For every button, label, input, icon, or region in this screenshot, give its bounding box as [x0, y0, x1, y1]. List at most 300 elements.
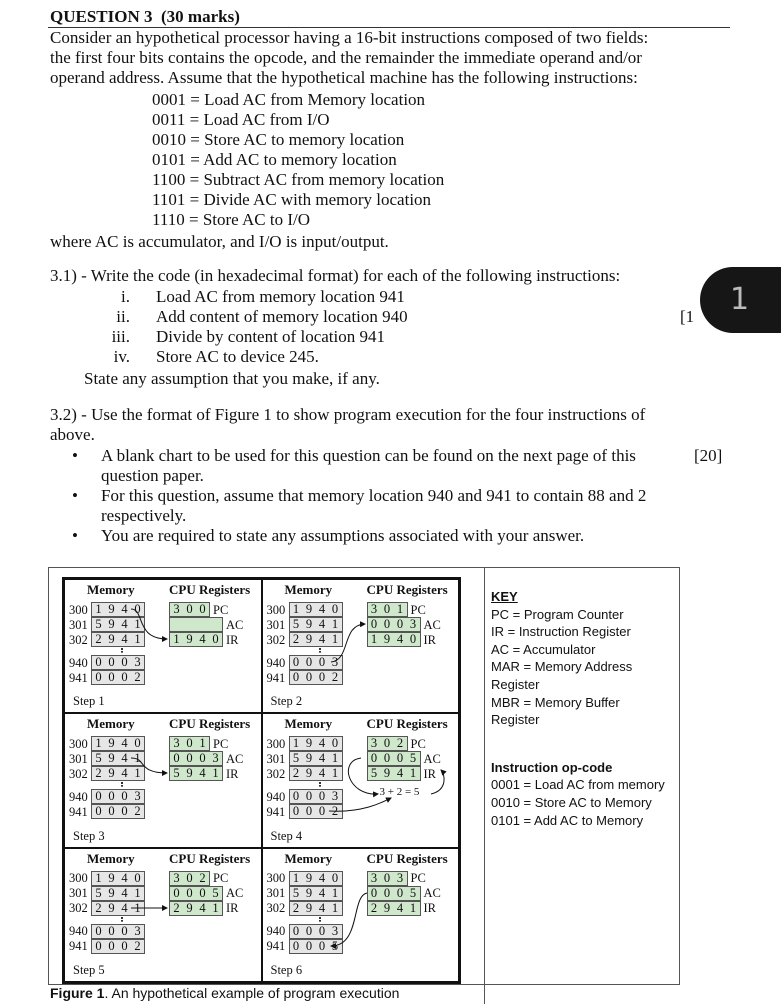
memory-row — [267, 924, 343, 939]
register-ir — [169, 632, 239, 647]
register-ac — [367, 886, 441, 901]
digit — [196, 618, 209, 631]
digit: 9 — [108, 870, 115, 885]
digit: 1 — [409, 900, 417, 915]
digit: 1 — [199, 736, 206, 751]
digit: 9 — [108, 751, 115, 766]
cpu-registers-label: CPU Registers — [366, 716, 448, 732]
memory-address: 301 — [266, 751, 286, 766]
value-cells — [169, 901, 223, 916]
memory-address: 940 — [266, 789, 286, 804]
memory-address: 300 — [69, 602, 88, 617]
step-label: Step 6 — [270, 962, 303, 977]
digit: 4 — [396, 632, 404, 646]
digit: 0 — [370, 617, 378, 631]
value-cells — [91, 602, 145, 617]
register-name: IR — [226, 632, 239, 647]
value-cells — [367, 632, 421, 647]
register-ir — [367, 901, 437, 916]
key-line: MAR = Memory Address — [491, 659, 633, 675]
value-cells — [169, 632, 223, 647]
key-line: Register — [491, 712, 540, 728]
digit: 0 — [95, 938, 102, 953]
opcode-item: 1110 = Store AC to I/O — [152, 210, 311, 229]
digit: 1 — [212, 900, 219, 915]
register-name: PC — [213, 736, 229, 751]
ellipsis-mark — [319, 917, 323, 922]
value-cells — [367, 736, 408, 751]
digit: 3 — [173, 736, 180, 751]
digit: 0 — [292, 804, 300, 819]
register-ir — [169, 766, 239, 781]
q31-marks: [1 — [680, 307, 695, 326]
register-name: IR — [226, 901, 239, 916]
value-cells — [169, 766, 223, 781]
memory-row — [69, 924, 145, 939]
item-number: iii. — [111, 327, 130, 346]
opcode-item: 1100 = Subtract AC from memory location — [152, 170, 445, 189]
memory-address: 301 — [266, 617, 286, 632]
digit: 4 — [121, 766, 128, 781]
value-cells — [367, 901, 421, 916]
digit: 0 — [121, 789, 128, 804]
digit: 5 — [212, 885, 219, 900]
step-panel — [64, 848, 262, 982]
register-pc — [169, 602, 228, 617]
item-text: Store AC to device 245. — [156, 347, 319, 366]
caption-text: . An hypothetical example of program execution — [104, 985, 400, 1001]
digit: 0 — [305, 804, 313, 819]
memory-label: Memory — [284, 716, 333, 732]
digit: 0 — [318, 938, 326, 953]
register-name: IR — [423, 901, 436, 916]
memory-address: 940 — [69, 789, 88, 804]
value-cells — [367, 617, 421, 632]
digit: 0 — [318, 804, 326, 819]
value-cells — [169, 871, 210, 886]
digit: 0 — [383, 885, 391, 900]
digit: 5 — [173, 766, 180, 781]
digit: 4 — [121, 736, 128, 751]
digit: 0 — [370, 751, 378, 766]
digit: 9 — [108, 736, 115, 751]
memory-row — [267, 632, 343, 647]
memory-address: 301 — [69, 751, 88, 766]
digit: 2 — [199, 870, 206, 885]
memory-row — [267, 804, 343, 819]
digit: 0 — [212, 632, 219, 646]
digit: 9 — [186, 766, 193, 781]
q32-line: 3.2) - Use the format of Figure 1 to show program execution for the four instructions of — [50, 405, 646, 424]
question-marks: (30 marks) — [161, 7, 240, 26]
register-name: PC — [410, 736, 426, 751]
digit: 1 — [134, 632, 141, 646]
register-name: AC — [423, 617, 441, 632]
digit: 2 — [134, 670, 141, 684]
step-label: Step 5 — [73, 962, 105, 977]
memory-address: 300 — [266, 736, 286, 751]
step-panel — [262, 579, 460, 713]
memory-row — [267, 655, 343, 670]
step-panel — [64, 713, 262, 847]
digit: 0 — [108, 789, 115, 804]
digit: 2 — [331, 670, 339, 684]
value-cells — [91, 886, 145, 901]
q31-assumption: State any assumption that you make, if any. — [84, 369, 380, 388]
digit: 2 — [292, 632, 300, 646]
memory-row — [267, 736, 343, 751]
ellipsis-mark — [319, 782, 323, 787]
register-name: AC — [226, 617, 244, 632]
cpu-registers-label: CPU Registers — [366, 850, 448, 866]
register-name: AC — [226, 886, 244, 901]
value-cells — [289, 766, 343, 781]
step-label: Step 4 — [270, 828, 303, 843]
digit: 4 — [121, 885, 128, 900]
digit: 1 — [292, 736, 300, 751]
digit: 4 — [318, 736, 326, 751]
value-cells — [169, 736, 210, 751]
key-line: IR = Instruction Register — [491, 624, 631, 640]
digit: 1 — [409, 766, 417, 781]
digit: 0 — [292, 938, 300, 953]
digit: 9 — [383, 632, 391, 646]
digit: 0 — [305, 670, 313, 684]
digit: 4 — [199, 900, 206, 915]
value-cells — [289, 886, 343, 901]
memory-row — [69, 655, 145, 670]
value-cells — [91, 670, 145, 685]
intro-line: operand address. Assume that the hypothetical machine has the following instructions: — [50, 68, 638, 87]
page-badge[interactable]: 1 — [700, 267, 781, 333]
digit: 0 — [121, 923, 128, 938]
opcode-line: 0010 = Store AC to Memory — [491, 794, 652, 810]
memory-address: 300 — [69, 736, 88, 751]
opcode-line: 0101 = Add AC to Memory — [491, 812, 644, 828]
value-cells — [367, 886, 421, 901]
digit: 0 — [199, 602, 206, 616]
digit: 4 — [396, 766, 404, 781]
memory-address: 940 — [69, 655, 88, 670]
digit: 1 — [134, 900, 141, 915]
digit: 1 — [396, 602, 404, 616]
register-name: PC — [213, 871, 229, 886]
digit: 9 — [108, 900, 115, 915]
digit: 4 — [318, 885, 326, 900]
register-pc — [367, 602, 426, 617]
digit: 0 — [186, 751, 193, 766]
bullet-text: A blank chart to be used for this question can be found on the next page of this — [101, 446, 636, 465]
item-number: i. — [121, 287, 130, 306]
memory-address: 301 — [69, 617, 88, 632]
digit: 1 — [134, 766, 141, 781]
digit: 1 — [331, 900, 339, 915]
register-ac — [169, 751, 243, 766]
digit: 0 — [318, 655, 326, 669]
digit: 9 — [383, 900, 391, 915]
digit: 2 — [95, 766, 102, 781]
step-panel — [262, 848, 460, 982]
memory-row — [267, 617, 343, 632]
digit: 0 — [95, 804, 102, 819]
memory-row — [69, 602, 145, 617]
value-cells — [289, 789, 343, 804]
memory-address: 941 — [69, 670, 88, 685]
value-cells — [289, 670, 343, 685]
digit: 2 — [292, 900, 300, 915]
value-cells — [367, 602, 408, 617]
value-cells — [367, 871, 408, 886]
digit: 9 — [186, 900, 193, 915]
q31-items — [100, 287, 408, 367]
digit: 9 — [305, 766, 313, 781]
digit: 4 — [318, 632, 326, 646]
item-text: Add content of memory location 940 — [156, 307, 408, 326]
digit: 9 — [383, 766, 391, 781]
figure-caption — [50, 985, 399, 1001]
memory-row — [267, 939, 343, 954]
q32-line: above. — [50, 425, 95, 444]
memory-address: 941 — [266, 670, 286, 685]
digit: 0 — [95, 789, 102, 804]
memory-address: 300 — [266, 871, 286, 886]
digit: 4 — [121, 602, 128, 616]
digit: 5 — [370, 766, 378, 781]
memory-address: 302 — [266, 632, 286, 647]
digit: 9 — [305, 870, 313, 885]
digit: 5 — [331, 938, 339, 953]
figure-key — [484, 568, 671, 1004]
ellipsis-mark — [121, 917, 125, 922]
bullet-text: You are required to state any assumptions associated with your answer. — [101, 526, 585, 545]
register-name: IR — [423, 632, 436, 647]
opcode-title: Instruction op-code — [491, 759, 613, 775]
q32-marks: [20] — [694, 446, 723, 465]
register-ac — [367, 751, 441, 766]
value-cells — [91, 939, 145, 954]
digit: 0 — [173, 885, 180, 900]
digit: 0 — [305, 655, 313, 669]
digit: 9 — [305, 617, 313, 631]
value-cells — [289, 751, 343, 766]
memory-row — [267, 670, 343, 685]
memory-row — [69, 617, 145, 632]
digit: 0 — [134, 870, 141, 885]
key-line: PC = Program Counter — [491, 606, 624, 622]
register-pc — [367, 736, 426, 751]
digit: 1 — [370, 632, 378, 646]
digit: 1 — [134, 751, 141, 766]
digit: 3 — [134, 789, 141, 804]
digit: 2 — [331, 804, 339, 819]
value-cells — [91, 871, 145, 886]
key-line: Register — [491, 676, 540, 692]
digit: 3 — [134, 923, 141, 938]
digit: 0 — [396, 617, 404, 631]
digit: 0 — [318, 670, 326, 684]
digit — [170, 618, 183, 631]
value-cells — [289, 939, 343, 954]
digit: 4 — [318, 900, 326, 915]
digit: 4 — [318, 602, 326, 616]
digit: 0 — [331, 602, 339, 616]
value-cells — [91, 632, 145, 647]
digit: 3 — [331, 789, 339, 804]
memory-address: 941 — [69, 939, 88, 954]
cpu-registers-label: CPU Registers — [169, 582, 251, 597]
digit: 9 — [305, 602, 313, 616]
digit: 0 — [186, 870, 193, 885]
memory-row — [69, 751, 145, 766]
digit: 3 — [370, 736, 378, 751]
digit: 0 — [199, 885, 206, 900]
digit: 0 — [409, 632, 417, 646]
digit: 0 — [121, 670, 128, 684]
step-panel — [262, 713, 460, 847]
value-cells — [289, 924, 343, 939]
digit: 1 — [331, 751, 339, 766]
memory-row — [69, 871, 145, 886]
cpu-registers-label: CPU Registers — [366, 582, 448, 597]
digit: 9 — [108, 766, 115, 781]
memory-row — [267, 901, 343, 916]
memory-address: 941 — [266, 804, 286, 819]
opcode-item: 0010 = Store AC to memory location — [152, 130, 405, 149]
digit — [183, 618, 196, 631]
memory-row — [69, 901, 145, 916]
digit: 3 — [173, 602, 180, 616]
register-ir — [169, 901, 239, 916]
memory-label: Memory — [284, 582, 333, 597]
value-cells — [367, 766, 421, 781]
digit: 0 — [292, 670, 300, 684]
memory-address: 302 — [69, 632, 88, 647]
opcode-item: 0101 = Add AC to memory location — [152, 150, 397, 169]
digit: 4 — [121, 900, 128, 915]
register-name: IR — [226, 766, 239, 781]
opcode-item: 1101 = Divide AC with memory location — [152, 190, 432, 209]
digit: 2 — [292, 766, 300, 781]
question-title: QUESTION 3 — [50, 7, 153, 26]
digit: 3 — [212, 751, 219, 766]
value-cells — [169, 751, 223, 766]
value-cells — [91, 655, 145, 670]
digit: 4 — [318, 766, 326, 781]
digit: 4 — [199, 766, 206, 781]
value-cells — [289, 804, 343, 819]
memory-address: 941 — [266, 939, 286, 954]
memory-row — [267, 871, 343, 886]
value-cells — [91, 736, 145, 751]
digit: 0 — [108, 804, 115, 819]
digit: 0 — [383, 736, 391, 751]
digit: 0 — [318, 789, 326, 804]
value-cells — [91, 901, 145, 916]
ellipsis-mark — [121, 782, 125, 787]
intro-line: Consider an hypothetical processor having a 16-bit instructions composed of two fields: — [50, 28, 649, 47]
digit: 5 — [292, 885, 300, 900]
digit — [209, 618, 222, 631]
digit: 0 — [383, 751, 391, 766]
digit: 1 — [134, 885, 141, 900]
value-cells — [91, 766, 145, 781]
value-cells — [289, 617, 343, 632]
digit: 0 — [383, 870, 391, 885]
value-cells — [289, 736, 343, 751]
memory-address: 302 — [266, 766, 286, 781]
value-cells — [289, 632, 343, 647]
digit: 5 — [292, 751, 300, 766]
memory-address: 941 — [69, 804, 88, 819]
digit: 5 — [95, 885, 102, 900]
ellipsis-mark — [319, 648, 323, 653]
digit: 1 — [95, 736, 102, 751]
memory-row — [69, 766, 145, 781]
digit: 0 — [305, 923, 313, 938]
bullet-text: question paper. — [101, 466, 204, 485]
digit: 0 — [108, 655, 115, 669]
value-cells — [91, 751, 145, 766]
digit: 4 — [199, 632, 206, 646]
opcode-list — [152, 90, 444, 230]
digit: 9 — [305, 900, 313, 915]
digit: 5 — [95, 751, 102, 766]
memory-row — [69, 670, 145, 685]
digit: 0 — [95, 670, 102, 684]
digit: 0 — [186, 602, 193, 616]
digit: 3 — [331, 923, 339, 938]
memory-label: Memory — [87, 850, 135, 866]
memory-address: 301 — [266, 886, 286, 901]
digit: 0 — [370, 885, 378, 900]
digit: 3 — [331, 655, 339, 669]
value-cells — [289, 655, 343, 670]
digit: 1 — [134, 617, 141, 631]
digit: 0 — [108, 938, 115, 953]
digit: 1 — [95, 602, 102, 616]
register-pc — [169, 871, 228, 886]
value-cells — [289, 871, 343, 886]
value-cells — [169, 602, 210, 617]
digit: 4 — [121, 617, 128, 631]
memory-label: Memory — [87, 716, 135, 732]
register-ac — [169, 617, 243, 632]
digit: 0 — [108, 670, 115, 684]
value-cells — [91, 617, 145, 632]
question-heading — [50, 7, 240, 27]
digit: 0 — [134, 736, 141, 751]
q32-bullets: • A blank chart to be used for this question can be found on the next page of this question paper. • For this question, assume that memory location 940 and 941 to contain 88 and 2 respectively. • You are required to state any assumptions associated with your answer. — [72, 446, 647, 545]
where-note: where AC is accumulator, and I/O is input/output. — [50, 232, 389, 251]
bullet-text: For this question, assume that memory location 940 and 941 to contain 88 and 2 — [101, 486, 647, 505]
digit: 1 — [173, 632, 180, 646]
digit: 9 — [305, 751, 313, 766]
digit: 0 — [173, 751, 180, 766]
digit: 9 — [305, 632, 313, 646]
value-cells — [91, 789, 145, 804]
digit: 0 — [305, 789, 313, 804]
digit: 0 — [186, 736, 193, 751]
digit: 2 — [134, 804, 141, 819]
memory-row — [69, 939, 145, 954]
digit: 1 — [331, 766, 339, 781]
bullet-text: respectively. — [101, 506, 187, 525]
step-label: Step 2 — [270, 694, 303, 709]
digit: 9 — [186, 632, 193, 646]
digit: 1 — [95, 870, 102, 885]
caption-label: Figure 1 — [50, 985, 105, 1001]
key-title: KEY — [491, 589, 518, 604]
